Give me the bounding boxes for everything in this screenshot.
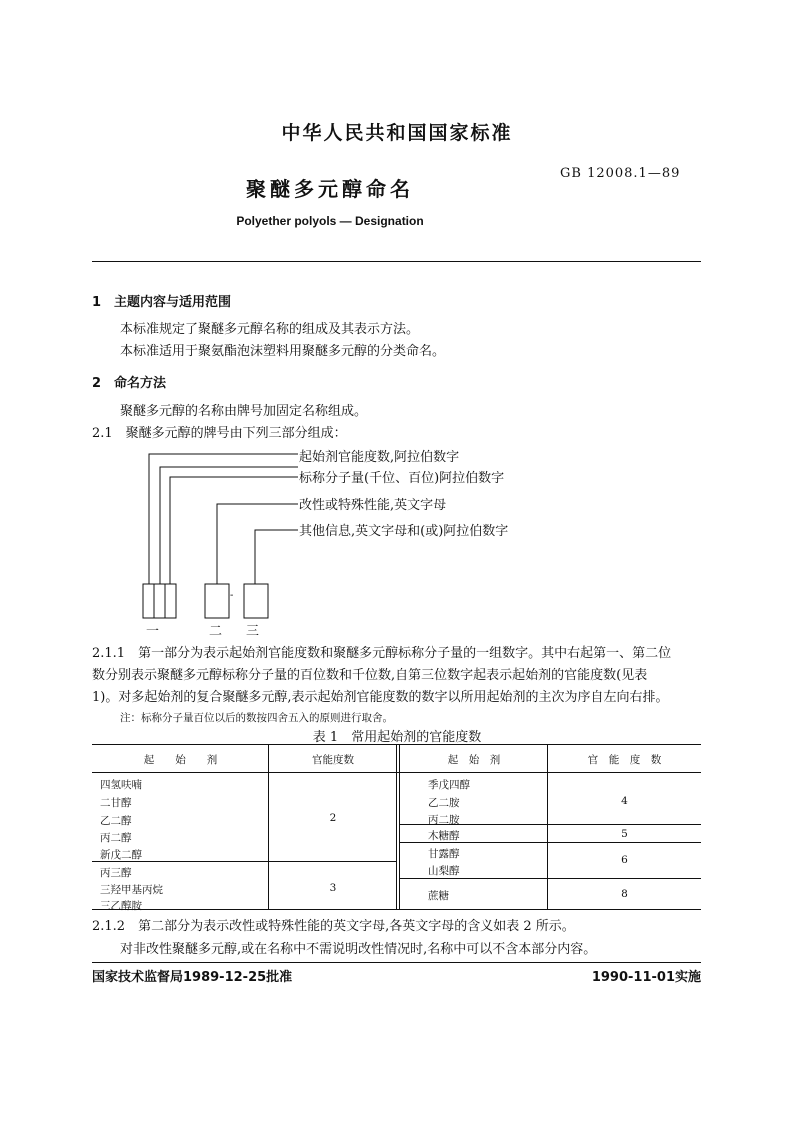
brand-structure-diagram [130, 444, 300, 640]
clause-2-1: 2.1 聚醚多元醇的牌号由下列三部分组成： [92, 426, 347, 441]
approval-line: 国家技术监督局1989-12-25批准 [92, 970, 293, 985]
table-header-initiator-right: 起 始 剂 [447, 754, 501, 766]
table-header-initiator-left: 起 始 剂 [143, 754, 218, 766]
table-value: 6 [621, 854, 628, 866]
table-cell: 丙三醇 [100, 867, 132, 879]
table-cell: 新戊二醇 [100, 849, 142, 861]
english-title: Polyether polyols — Designation [236, 214, 424, 228]
part-3-box [244, 584, 268, 618]
table-cell: 山梨醇 [428, 865, 460, 877]
leader-line-4 [255, 530, 298, 584]
document-title: 聚醚多元醇命名 [246, 177, 414, 201]
section-1-para-1: 本标准规定了聚醚多元醇名称的组成及其表示方法。 [120, 322, 420, 337]
part-3-label: 三 [246, 624, 260, 639]
table-cell: 丙二胺 [428, 814, 460, 826]
part-2-label: 二 [209, 624, 223, 639]
table-value: 2 [329, 812, 337, 824]
diagram-label-4: 其他信息,英文字母和(或)阿拉伯数字 [299, 524, 509, 539]
table-cell: 四氢呋喃 [100, 779, 142, 791]
table-value: 4 [621, 795, 628, 807]
diagram-label-3: 改性或特殊性能,英文字母 [299, 498, 447, 513]
document-code: GB 12008.1—89 [560, 166, 681, 181]
section-2-heading: 2 命名方法 [92, 376, 167, 391]
clause-2-1-1-line-1: 2.1.1 第一部分为表示起始剂官能度数和聚醚多元醇标称分子量的一组数字。其中右起第一、第二位 [92, 646, 672, 661]
clause-2-1-1-note: 注：标称分子量百位以后的数按四舍五入的原则进行取舍。 [120, 712, 393, 724]
section-1-heading: 1 主题内容与适用范围 [92, 295, 232, 310]
table-cell: 甘露醇 [428, 848, 460, 860]
table-cell: 季戊四醇 [428, 779, 470, 791]
table-cell: 三羟甲基丙烷 [100, 884, 163, 896]
table-cell: 蔗糖 [428, 890, 449, 902]
table-value: 3 [329, 882, 337, 894]
part-1-label: 一 [146, 624, 160, 639]
clause-2-1-1-line-2: 数分别表示聚醚多元醇标称分子量的百位数和千位数,自第三位数字起表示起始剂的官能度数(见表 [92, 668, 648, 683]
table-value: 8 [621, 888, 628, 900]
table-cell: 乙二醇 [100, 815, 132, 827]
effective-date: 1990-11-01实施 [591, 970, 701, 985]
clause-2-1-1-line-3: 1)。对多起始剂的复合聚醚多元醇,表示起始剂官能度数的数字以所用起始剂的主次为序自左向右排。 [92, 690, 669, 705]
table-cell: 丙二醇 [100, 832, 132, 844]
table-cell: 木糖醇 [428, 830, 460, 842]
table-cell: 乙二胺 [428, 797, 460, 809]
footer-rule [92, 962, 701, 963]
header-rule [92, 261, 701, 262]
part-2-box [205, 584, 229, 618]
diagram-label-2: 标称分子量(千位、百位)阿拉伯数字 [299, 471, 505, 486]
table-cell: 三乙醇胺 [100, 900, 142, 912]
table-1-caption: 表 1 常用起始剂的官能度数 [312, 730, 482, 745]
diagram-dash: - [230, 590, 234, 601]
part-1-box [143, 584, 176, 618]
org-title: 中华人民共和国国家标准 [281, 122, 513, 144]
table-header-functionality-right: 官 能 度 数 [587, 754, 662, 766]
table-header-functionality-left: 官能度数 [312, 754, 354, 766]
clause-2-1-2-line-1: 2.1.2 第二部分为表示改性或特殊性能的英文字母,各英文字母的含义如表 2 所示。 [92, 919, 575, 934]
leader-line-2 [160, 467, 298, 584]
section-2-para-1: 聚醚多元醇的名称由牌号加固定名称组成。 [120, 404, 368, 419]
clause-2-1-2-line-2: 对非改性聚醚多元醇,或在名称中不需说明改性情况时,名称中可以不含本部分内容。 [120, 942, 597, 957]
leader-line-3 [217, 504, 298, 584]
diagram-label-1: 起始剂官能度数,阿拉伯数字 [299, 450, 460, 465]
table-value: 5 [621, 828, 628, 840]
table-cell: 二甘醇 [100, 797, 132, 809]
leader-line-1 [149, 454, 298, 584]
section-1-para-2: 本标准适用于聚氨酯泡沫塑料用聚醚多元醇的分类命名。 [120, 344, 446, 359]
